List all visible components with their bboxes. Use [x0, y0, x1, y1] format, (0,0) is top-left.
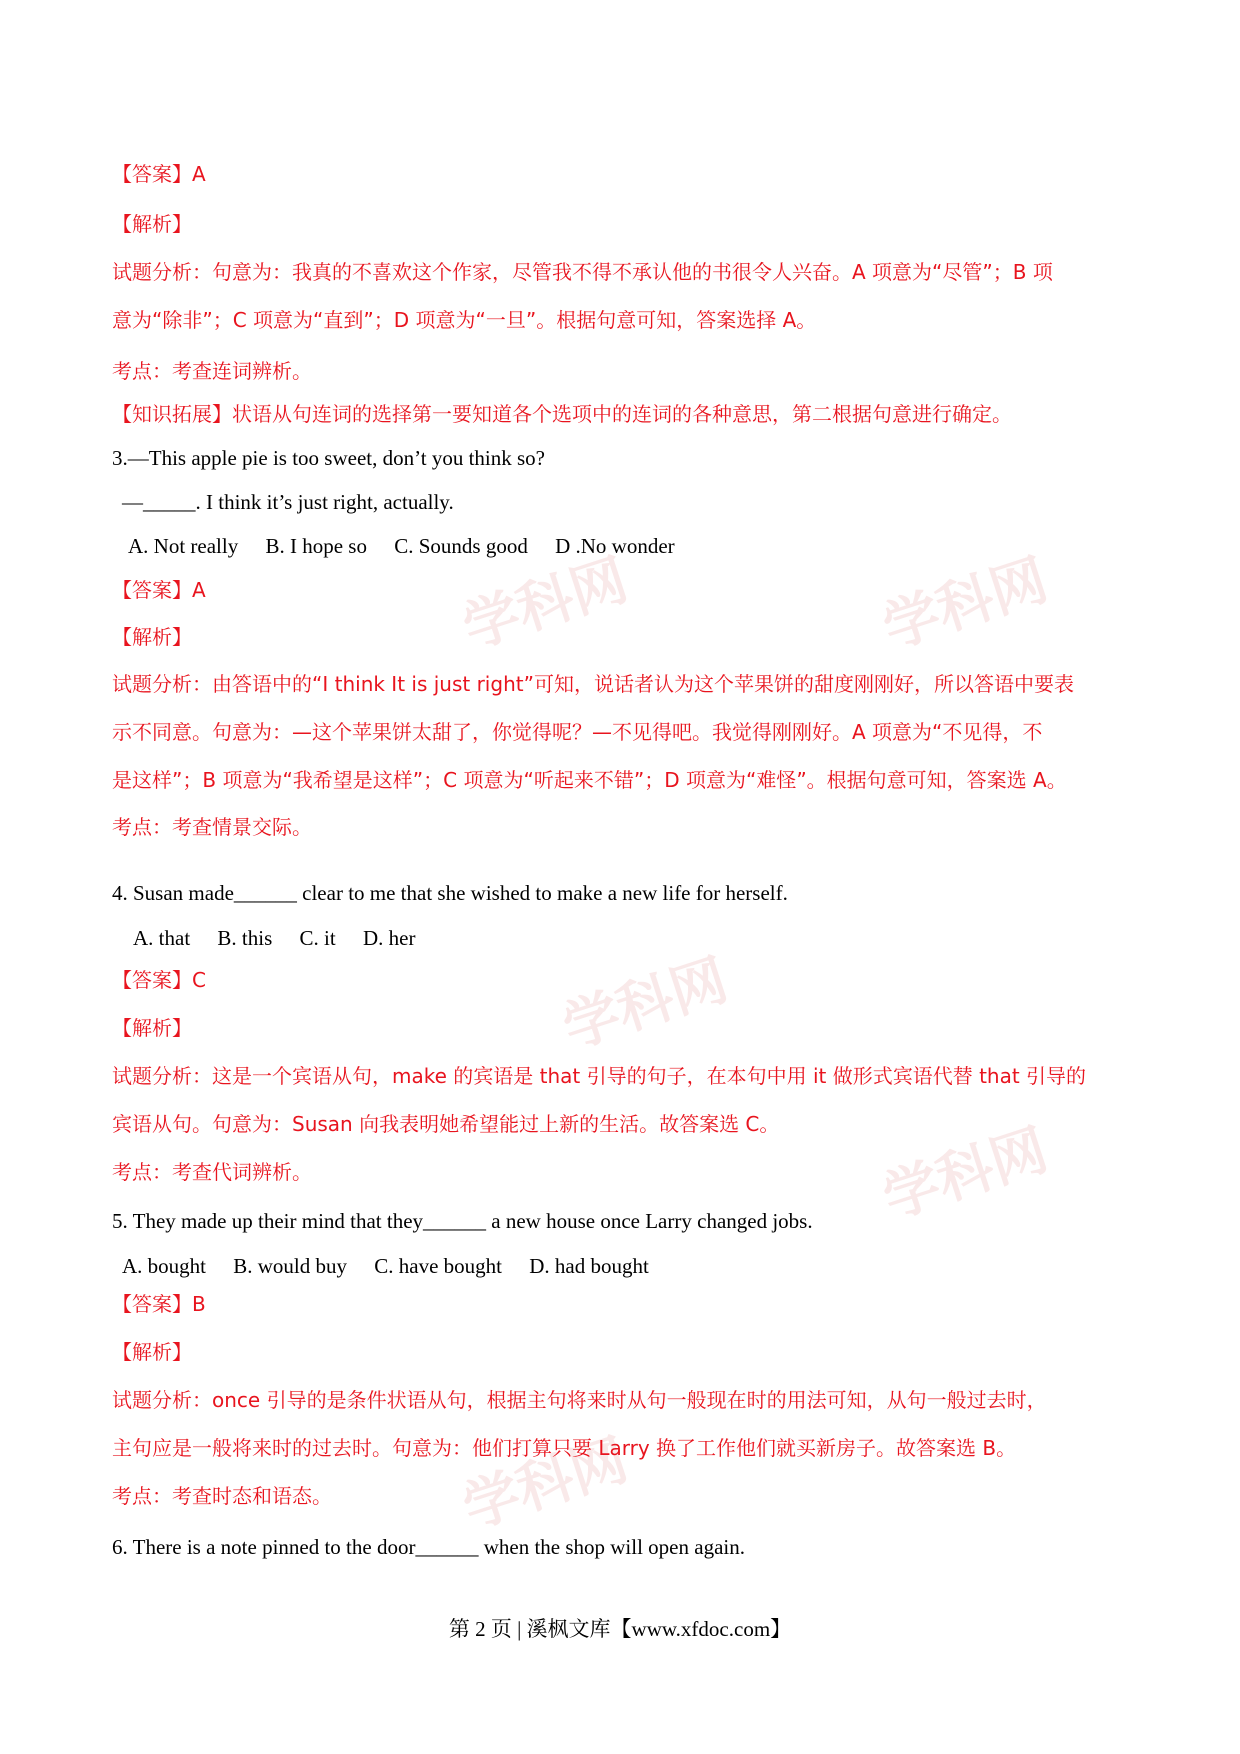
answer-label-q4: 【答案】C	[112, 968, 206, 992]
question-3-stem-1: 3.—This apple pie is too sweet, don’t you think so?	[112, 446, 545, 470]
question-3-options	[128, 532, 697, 560]
analysis-label-q3: 【解析】	[112, 625, 192, 649]
answer-label-q2: 【答案】A	[112, 162, 206, 186]
point-q4: 考点：考查代词辨析。	[112, 1160, 312, 1184]
analysis-text-q5-2: 主句应是一般将来时的过去时。句意为：他们打算只要 Larry 换了工作他们就买新房子。故答案选 B。	[112, 1436, 1017, 1460]
option-b: B. would buy	[233, 1254, 348, 1278]
analysis-text-q3-3: 是这样”；B 项意为“我希望是这样”；C 项意为“听起来不错”；D 项意为“难怪”。根据句意可知，答案选 A。	[112, 768, 1067, 792]
option-d: D. had bought	[529, 1254, 649, 1278]
answer-label-q5: 【答案】B	[112, 1292, 206, 1316]
watermark: 学科网	[455, 1427, 636, 1542]
watermark: 学科网	[875, 1117, 1056, 1232]
option-b: B. this	[217, 926, 273, 950]
question-4-stem: 4. Susan made______ clear to me that she wished to make a new life for herself.	[112, 881, 788, 905]
watermark: 学科网	[875, 547, 1056, 662]
question-4-options	[133, 924, 437, 952]
watermark: 学科网	[555, 947, 736, 1062]
watermark: 学科网	[455, 547, 636, 662]
option-b: B. I hope so	[265, 534, 367, 558]
point-q5: 考点：考查时态和语态。	[112, 1484, 332, 1508]
question-5-options	[122, 1252, 671, 1280]
option-c: C. have bought	[374, 1254, 502, 1278]
question-6-stem: 6. There is a note pinned to the door______ when the shop will open again.	[112, 1535, 745, 1559]
option-c: C. it	[299, 926, 336, 950]
point-q3: 考点：考查情景交际。	[112, 815, 312, 839]
analysis-text-q5-1: 试题分析：once 引导的是条件状语从句，根据主句将来时从句一般现在时的用法可知，从句一般过去时，	[112, 1388, 1047, 1412]
question-3-stem-2: —_____. I think it’s just right, actually.	[122, 490, 454, 514]
knowledge-extension: 【知识拓展】状语从句连词的选择第一要知道各个选项中的连词的各种意思，第二根据句意进行确定。	[112, 402, 1012, 426]
analysis-label-q4: 【解析】	[112, 1016, 192, 1040]
point-q2: 考点：考查连词辨析。	[112, 359, 312, 383]
option-c: C. Sounds good	[394, 534, 528, 558]
analysis-text-q4-1: 试题分析：这是一个宾语从句，make 的宾语是 that 引导的句子，在本句中用 it 做形式宾语代替 that 引导的	[112, 1064, 1087, 1088]
analysis-text-q2-2: 意为“除非”；C 项意为“直到”；D 项意为“一旦”。根据句意可知，答案选择 A。	[112, 308, 817, 332]
answer-label-q3: 【答案】A	[112, 578, 206, 602]
option-a: A. bought	[122, 1254, 206, 1278]
option-a: A. Not really	[128, 534, 239, 558]
analysis-label-q2: 【解析】	[112, 212, 192, 236]
option-d: D. her	[362, 926, 416, 950]
analysis-text-q4-2: 宾语从句。句意为：Susan 向我表明她希望能过上新的生活。故答案选 C。	[112, 1112, 780, 1136]
option-d: D .No wonder	[555, 534, 675, 558]
analysis-text-q3-2: 示不同意。句意为：—这个苹果饼太甜了，你觉得呢？—不见得吧。我觉得刚刚好。A 项意为“不见得，不	[112, 720, 1043, 744]
analysis-text-q2-1: 试题分析：句意为：我真的不喜欢这个作家，尽管我不得不承认他的书很令人兴奋。A 项意为“尽管”；B 项	[112, 260, 1053, 284]
analysis-label-q5: 【解析】	[112, 1340, 192, 1364]
analysis-text-q3-1: 试题分析：由答语中的“I think It is just right”可知，说话者认为这个苹果饼的甜度刚刚好，所以答语中要表	[112, 672, 1074, 696]
question-5-stem: 5. They made up their mind that they______ a new house once Larry changed jobs.	[112, 1209, 813, 1233]
option-a: A. that	[133, 926, 191, 950]
page-footer: 第 2 页 | 溪枫文库【www.xfdoc.com】	[448, 1617, 792, 1641]
